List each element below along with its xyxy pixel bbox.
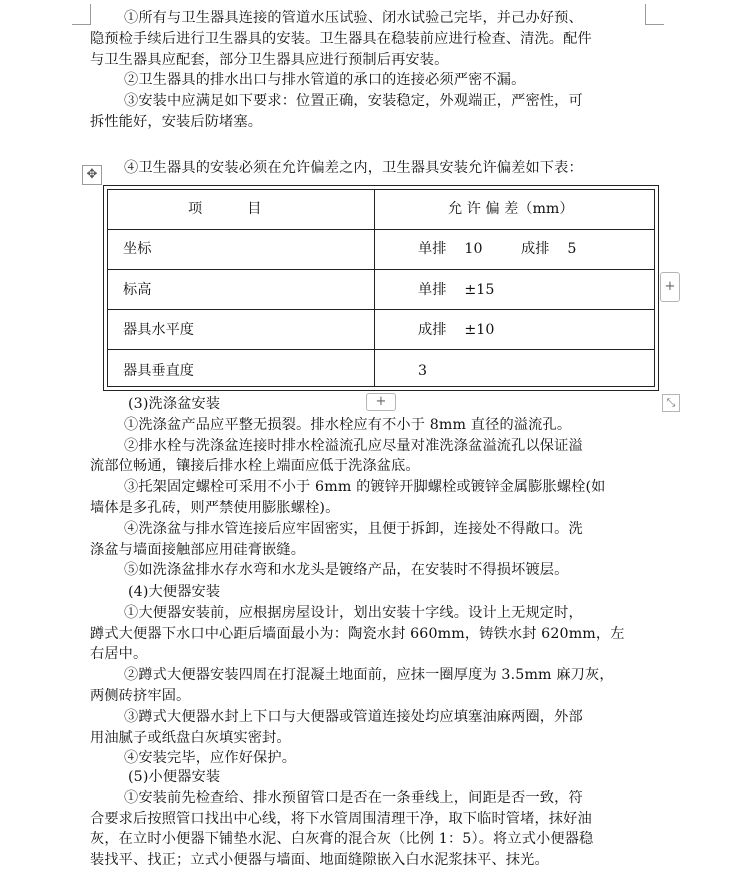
move-icon[interactable]: ✥ <box>82 165 102 185</box>
text-line: ①洗涤盆产品应平整无损裂。排水栓应有不小于 8mm 直径的溢流孔。 <box>124 416 572 433</box>
table-intro <box>90 158 646 179</box>
text-line: 拆性能好，安装后防堵塞。 <box>90 113 263 130</box>
text-line: ①大便器安装前，应根据房屋设计，划出安装十字线。设计上无规定时， <box>124 604 583 621</box>
page-corner-mark-left <box>72 4 91 25</box>
row-divider <box>108 309 654 310</box>
text-line: 墙体是多孔砖，则严禁使用膨胀螺栓)。 <box>90 499 340 516</box>
text-line: ②蹲式大便器安装四周在打混凝土地面前，应抹一圈厚度为 3.5mm 麻刀灰， <box>124 667 614 684</box>
intro-paragraphs <box>90 8 646 133</box>
cell-item: 器具水平度 <box>123 322 194 338</box>
text-line: ②卫生器具的排水出口与排水管道的承口的连接必须严密不漏。 <box>124 72 526 89</box>
text-line: 与卫生器具应配套，部分卫生器具应进行预制后再安装。 <box>90 51 449 68</box>
header-item: 项 目 <box>188 201 262 217</box>
text-line: ②排水栓与洗涤盆连接时排水栓溢流孔应尽量对准洗涤盆溢流孔以保证溢 <box>124 437 583 454</box>
text-line: ④洗涤盆与排水管连接后应牢固密实，且便于拆卸，连接处不得敞口。洗 <box>124 520 583 537</box>
text-line: ③蹲式大便器水封上下口与大便器或管道连接处均应填塞油麻两圈，外部 <box>124 708 583 725</box>
section-urinal-install <box>90 767 646 871</box>
column-divider <box>374 190 375 386</box>
row-divider <box>108 269 654 270</box>
add-column-button[interactable]: + <box>660 272 680 302</box>
text-line: 两侧砖挤牢固。 <box>90 687 191 704</box>
add-row-button[interactable]: + <box>366 393 396 411</box>
cell-value: 单排 ±15 <box>418 282 495 298</box>
section-title: (4)大便器安装 <box>128 584 221 600</box>
text-line: 隐预检手续后进行卫生器具的安装。卫生器具在稳装前应进行检查、清洗。配件 <box>90 30 592 47</box>
section-sink-install <box>90 394 646 581</box>
cell-value: 3 <box>418 363 428 379</box>
table-inner-frame <box>107 189 655 387</box>
text-line: ⑤如洗涤盆排水存水弯和水龙头是镀络产品，在安装时不得损坏镀层。 <box>124 562 569 579</box>
text-line: 流部位畅通，镶接后排水栓上端面应低于洗涤盆底。 <box>90 458 420 475</box>
text-line: ④卫生器具的安装必须在允许偏差之内，卫生器具安装允许偏差如下表： <box>124 160 583 176</box>
cell-value: 成排 5 <box>521 241 577 257</box>
page-corner-mark-right <box>645 4 664 25</box>
text-line: 右居中。 <box>90 646 148 663</box>
section-title: (3)洗涤盆安装 <box>128 396 221 412</box>
text-line: 灰，在立时小便器下铺垫水泥、白灰膏的混合灰（比例 1：5）。将立式小便器稳 <box>90 831 594 848</box>
section-title: (5)小便器安装 <box>128 769 221 785</box>
cell-item: 器具垂直度 <box>123 363 194 379</box>
section-toilet-install <box>90 582 646 769</box>
text-line: ④安装完毕，应作好保护。 <box>124 750 297 767</box>
tolerance-table <box>103 185 659 391</box>
row-divider <box>108 229 654 230</box>
text-line: ①所有与卫生器具连接的管道水压试验、闭水试验己完毕，并己办好预、 <box>124 10 583 26</box>
resize-icon[interactable]: ⤡ <box>662 394 680 412</box>
text-line: ③安装中应满足如下要求：位置正确，安装稳定，外观端正，严密性，可 <box>124 93 583 110</box>
row-divider <box>108 349 654 350</box>
cell-item: 标高 <box>123 282 152 298</box>
text-line: 蹲式大便器下水口中心距后墙面最小为：陶瓷水封 660mm，铸铁水封 620mm，左 <box>90 625 625 642</box>
text-line: ③托架固定螺栓可采用不小于 6mm 的镀锌开脚螺栓或镀锌金属膨胀螺栓(如 <box>124 479 606 496</box>
text-line: 用油腻子或纸盘白灰填实密封。 <box>90 729 291 746</box>
text-line: ①安装前先检查给、排水预留管口是否在一条垂线上，间距是否一致，符 <box>124 789 583 806</box>
text-line: 合要求后按照管口找出中心线，将下水管周围清理干净，取下临时管堵，抹好油 <box>90 810 592 827</box>
text-line: 装找平、找正；立式小便器与墙面、地面缝隙嵌入白水泥浆抹平、抹光。 <box>90 852 549 869</box>
text-line: 涤盆与墙面接触部应用硅膏嵌缝。 <box>90 541 306 558</box>
cell-item: 坐标 <box>123 241 152 257</box>
cell-value: 单排 10 <box>418 241 483 257</box>
cell-value: 成排 ±10 <box>418 322 495 338</box>
header-tolerance: 允 许 偏 差（mm） <box>448 201 574 217</box>
